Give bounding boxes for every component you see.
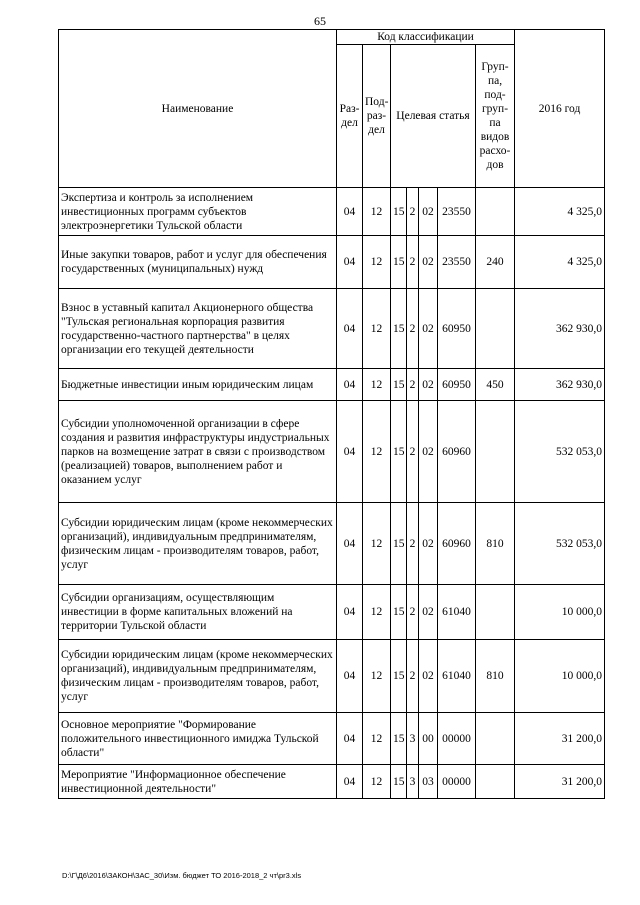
row-target-event: 03 (419, 765, 438, 799)
row-target-subprogram: 2 (407, 401, 419, 503)
row-target-program: 15 (391, 369, 407, 401)
row-section: 04 (337, 503, 363, 585)
header-name: Наименование (59, 30, 337, 188)
row-target-event: 02 (419, 236, 438, 289)
row-sum: 362 930,0 (515, 289, 605, 369)
row-subsection: 12 (363, 236, 391, 289)
row-section: 04 (337, 640, 363, 713)
row-target-subprogram: 2 (407, 188, 419, 236)
row-target-subprogram: 2 (407, 369, 419, 401)
row-group: 450 (476, 369, 515, 401)
row-target-program: 15 (391, 640, 407, 713)
row-sum: 31 200,0 (515, 713, 605, 765)
budget-table (58, 29, 605, 799)
row-sum: 4 325,0 (515, 188, 605, 236)
row-target-program: 15 (391, 503, 407, 585)
row-sum: 362 930,0 (515, 369, 605, 401)
page-number: 65 (314, 14, 326, 28)
row-sum: 532 053,0 (515, 503, 605, 585)
row-target-event: 00 (419, 713, 438, 765)
header-group: Груп-па, под-груп-па видов расхо-дов (476, 45, 515, 188)
table-row (59, 713, 605, 765)
row-sum: 532 053,0 (515, 401, 605, 503)
table-row (59, 236, 605, 289)
row-section: 04 (337, 188, 363, 236)
row-group (476, 585, 515, 640)
row-group: 810 (476, 640, 515, 713)
table-row (59, 585, 605, 640)
row-target-event: 02 (419, 585, 438, 640)
table-row (59, 765, 605, 799)
row-target-subprogram: 2 (407, 236, 419, 289)
header-subsection: Под-раз-дел (363, 45, 391, 188)
row-target-program: 15 (391, 401, 407, 503)
row-subsection: 12 (363, 503, 391, 585)
row-target-direction: 60950 (438, 369, 476, 401)
row-target-direction: 60960 (438, 503, 476, 585)
row-target-event: 02 (419, 401, 438, 503)
row-target-subprogram: 3 (407, 765, 419, 799)
row-target-event: 02 (419, 503, 438, 585)
row-group: 240 (476, 236, 515, 289)
row-sum: 31 200,0 (515, 765, 605, 799)
table-row (59, 188, 605, 236)
row-name: Субсидии уполномоченной организации в сфере создания и развития инфраструктуры индустриальных парков на возмещение затрат в связи с производством (реализацией) товаров, выполнением работ и оказанием услуг (59, 401, 337, 503)
row-name: Взнос в уставный капитал Акционерного общества "Тульская региональная корпорация развития государственно-частного партнерства" в целях организации его текущей деятельности (59, 289, 337, 369)
row-target-subprogram: 2 (407, 640, 419, 713)
row-section: 04 (337, 369, 363, 401)
header-section: Раз-дел (337, 45, 363, 188)
row-group (476, 401, 515, 503)
row-target-subprogram: 3 (407, 713, 419, 765)
row-target-subprogram: 2 (407, 585, 419, 640)
row-sum: 4 325,0 (515, 236, 605, 289)
header-code: Код классификации (337, 30, 515, 45)
row-name: Основное мероприятие "Формирование положительного инвестиционного имиджа Тульской области" (59, 713, 337, 765)
row-target-direction: 23550 (438, 236, 476, 289)
header-row-top (59, 30, 605, 45)
row-subsection: 12 (363, 713, 391, 765)
row-subsection: 12 (363, 188, 391, 236)
row-group: 810 (476, 503, 515, 585)
row-target-program: 15 (391, 585, 407, 640)
row-group (476, 289, 515, 369)
row-name: Иные закупки товаров, работ и услуг для обеспечения государственных (муниципальных) нужд (59, 236, 337, 289)
row-name: Мероприятие "Информационное обеспечение инвестиционной деятельности" (59, 765, 337, 799)
header-target: Целевая статья (391, 45, 476, 188)
row-target-subprogram: 2 (407, 289, 419, 369)
row-target-direction: 60960 (438, 401, 476, 503)
table-row (59, 369, 605, 401)
row-target-direction: 00000 (438, 713, 476, 765)
row-subsection: 12 (363, 289, 391, 369)
row-target-direction: 00000 (438, 765, 476, 799)
row-group (476, 188, 515, 236)
row-subsection: 12 (363, 765, 391, 799)
row-target-event: 02 (419, 369, 438, 401)
row-name: Субсидии юридическим лицам (кроме некоммерческих организаций), индивидуальным предпринимателям, физическим лицам - производителям товаров, работ, услуг (59, 640, 337, 713)
header-year: 2016 год (515, 30, 605, 188)
file-path-footer: D:\Г\Д6\2016\ЗАКОН\ЗАС_30\Изм. бюджет ТО 2016-2018_2 чт\pr3.xls (62, 871, 302, 880)
row-target-program: 15 (391, 188, 407, 236)
row-group (476, 765, 515, 799)
row-subsection: 12 (363, 369, 391, 401)
row-section: 04 (337, 713, 363, 765)
row-name: Бюджетные инвестиции иным юридическим лицам (59, 369, 337, 401)
row-section: 04 (337, 401, 363, 503)
row-target-direction: 60950 (438, 289, 476, 369)
row-target-event: 02 (419, 640, 438, 713)
row-subsection: 12 (363, 401, 391, 503)
row-target-direction: 61040 (438, 585, 476, 640)
table-row (59, 640, 605, 713)
row-name: Субсидии юридическим лицам (кроме некоммерческих организаций), индивидуальным предпринимателям, физическим лицам - производителям товаров, работ, услуг (59, 503, 337, 585)
table-row (59, 289, 605, 369)
row-subsection: 12 (363, 585, 391, 640)
row-section: 04 (337, 236, 363, 289)
row-target-program: 15 (391, 289, 407, 369)
row-target-subprogram: 2 (407, 503, 419, 585)
row-sum: 10 000,0 (515, 640, 605, 713)
table-row (59, 503, 605, 585)
row-target-program: 15 (391, 713, 407, 765)
row-target-direction: 61040 (438, 640, 476, 713)
row-target-direction: 23550 (438, 188, 476, 236)
row-target-program: 15 (391, 765, 407, 799)
row-target-event: 02 (419, 289, 438, 369)
row-section: 04 (337, 289, 363, 369)
row-name: Субсидии организациям, осуществляющим инвестиции в форме капитальных вложений на территории Тульской области (59, 585, 337, 640)
row-target-event: 02 (419, 188, 438, 236)
table-row (59, 401, 605, 503)
row-name: Экспертиза и контроль за исполнением инвестиционных программ субъектов электроэнергетики Тульской области (59, 188, 337, 236)
row-section: 04 (337, 585, 363, 640)
row-sum: 10 000,0 (515, 585, 605, 640)
row-group (476, 713, 515, 765)
row-subsection: 12 (363, 640, 391, 713)
row-section: 04 (337, 765, 363, 799)
row-target-program: 15 (391, 236, 407, 289)
